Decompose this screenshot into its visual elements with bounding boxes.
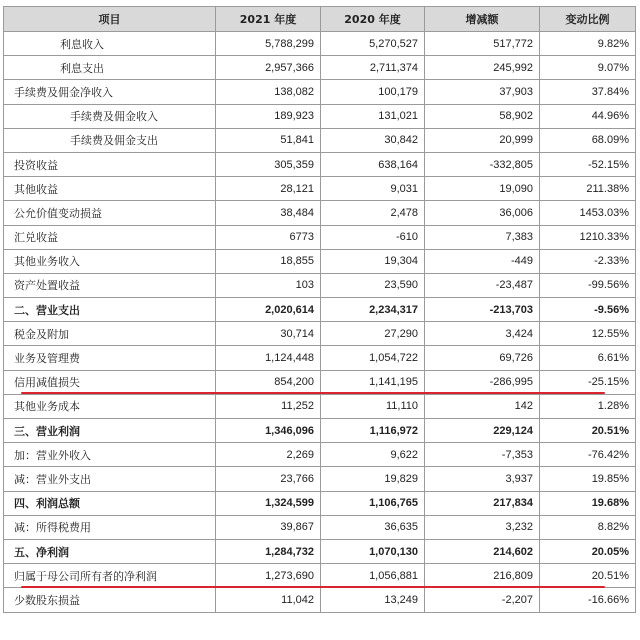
row-value-change: 214,602 bbox=[425, 539, 540, 563]
table-body bbox=[4, 32, 636, 613]
row-label: 汇兑收益 bbox=[4, 225, 216, 249]
table-row bbox=[4, 588, 636, 612]
row-value-2020: 9,622 bbox=[321, 443, 425, 467]
row-label: 信用减值损失 bbox=[4, 370, 216, 394]
row-value-ratio: -16.66% bbox=[540, 588, 636, 612]
row-value-ratio: 44.96% bbox=[540, 104, 636, 128]
row-value-2020: 19,829 bbox=[321, 467, 425, 491]
header-ratio: 变动比例 bbox=[540, 7, 636, 32]
row-value-change: 36,006 bbox=[425, 201, 540, 225]
row-value-2021: 11,252 bbox=[216, 394, 321, 418]
row-value-2020: 9,031 bbox=[321, 177, 425, 201]
row-value-change: 37,903 bbox=[425, 80, 540, 104]
row-label: 投资收益 bbox=[4, 152, 216, 176]
row-value-change: -213,703 bbox=[425, 298, 540, 322]
table-row bbox=[4, 419, 636, 443]
row-value-2020: 1,070,130 bbox=[321, 539, 425, 563]
row-label: 少数股东损益 bbox=[4, 588, 216, 612]
row-value-2020: 1,056,881 bbox=[321, 564, 425, 588]
row-value-ratio: 20.51% bbox=[540, 419, 636, 443]
row-value-2020: 27,290 bbox=[321, 322, 425, 346]
row-value-2020: 11,110 bbox=[321, 394, 425, 418]
row-value-change: -286,995 bbox=[425, 370, 540, 394]
row-label: 手续费及佣金收入 bbox=[4, 104, 216, 128]
row-label: 资产处置收益 bbox=[4, 273, 216, 297]
header-item: 项目 bbox=[4, 7, 216, 32]
row-value-2020: 638,164 bbox=[321, 152, 425, 176]
row-label: 其他业务成本 bbox=[4, 394, 216, 418]
row-value-2021: 28,121 bbox=[216, 177, 321, 201]
row-value-2020: 2,478 bbox=[321, 201, 425, 225]
row-value-2021: 11,042 bbox=[216, 588, 321, 612]
row-value-change: 216,809 bbox=[425, 564, 540, 588]
row-value-2021: 18,855 bbox=[216, 249, 321, 273]
row-value-ratio: 68.09% bbox=[540, 128, 636, 152]
row-value-ratio: 1210.33% bbox=[540, 225, 636, 249]
table-row bbox=[4, 370, 636, 394]
row-value-2021: 6773 bbox=[216, 225, 321, 249]
row-value-2021: 30,714 bbox=[216, 322, 321, 346]
row-value-2021: 1,284,732 bbox=[216, 539, 321, 563]
row-value-2021: 1,273,690 bbox=[216, 564, 321, 588]
table-row bbox=[4, 394, 636, 418]
row-value-ratio: -25.15% bbox=[540, 370, 636, 394]
table-row bbox=[4, 201, 636, 225]
table-row bbox=[4, 225, 636, 249]
table-row bbox=[4, 177, 636, 201]
row-label: 手续费及佣金净收入 bbox=[4, 80, 216, 104]
table-row bbox=[4, 32, 636, 56]
row-label: 公允价值变动损益 bbox=[4, 201, 216, 225]
row-value-2021: 2,957,366 bbox=[216, 56, 321, 80]
table-row bbox=[4, 56, 636, 80]
row-value-change: -23,487 bbox=[425, 273, 540, 297]
table-row bbox=[4, 346, 636, 370]
row-value-2021: 1,346,096 bbox=[216, 419, 321, 443]
row-value-ratio: -99.56% bbox=[540, 273, 636, 297]
row-value-change: 229,124 bbox=[425, 419, 540, 443]
row-value-2020: 5,270,527 bbox=[321, 32, 425, 56]
row-value-2021: 854,200 bbox=[216, 370, 321, 394]
row-value-change: 3,424 bbox=[425, 322, 540, 346]
income-statement-table bbox=[3, 6, 636, 613]
table-row bbox=[4, 80, 636, 104]
row-value-ratio: 9.82% bbox=[540, 32, 636, 56]
row-value-change: -7,353 bbox=[425, 443, 540, 467]
row-value-change: 517,772 bbox=[425, 32, 540, 56]
row-value-change: -332,805 bbox=[425, 152, 540, 176]
table-row bbox=[4, 298, 636, 322]
header-change: 增减额 bbox=[425, 7, 540, 32]
row-value-ratio: -76.42% bbox=[540, 443, 636, 467]
row-value-2021: 305,359 bbox=[216, 152, 321, 176]
row-value-2021: 2,020,614 bbox=[216, 298, 321, 322]
row-value-change: 245,992 bbox=[425, 56, 540, 80]
income-statement-sheet bbox=[3, 6, 635, 613]
table-row bbox=[4, 515, 636, 539]
row-value-ratio: -9.56% bbox=[540, 298, 636, 322]
row-value-ratio: 19.85% bbox=[540, 467, 636, 491]
table-row bbox=[4, 564, 636, 588]
row-value-change: 20,999 bbox=[425, 128, 540, 152]
row-value-2021: 1,124,448 bbox=[216, 346, 321, 370]
row-value-2020: -610 bbox=[321, 225, 425, 249]
header-2021: 2021 年度 bbox=[216, 7, 321, 32]
row-label: 四、利润总额 bbox=[4, 491, 216, 515]
row-value-2021: 39,867 bbox=[216, 515, 321, 539]
row-value-ratio: 20.51% bbox=[540, 564, 636, 588]
row-value-2021: 1,324,599 bbox=[216, 491, 321, 515]
table-row bbox=[4, 249, 636, 273]
row-value-2020: 131,021 bbox=[321, 104, 425, 128]
row-value-change: 142 bbox=[425, 394, 540, 418]
row-label: 归属于母公司所有者的净利润 bbox=[4, 564, 216, 588]
row-value-ratio: -52.15% bbox=[540, 152, 636, 176]
row-label: 业务及管理费 bbox=[4, 346, 216, 370]
row-value-2020: 2,711,374 bbox=[321, 56, 425, 80]
row-value-2020: 30,842 bbox=[321, 128, 425, 152]
table-row bbox=[4, 128, 636, 152]
table-row bbox=[4, 322, 636, 346]
row-value-2020: 100,179 bbox=[321, 80, 425, 104]
row-value-change: 3,232 bbox=[425, 515, 540, 539]
row-value-ratio: 1453.03% bbox=[540, 201, 636, 225]
row-label: 五、净利润 bbox=[4, 539, 216, 563]
row-value-change: 69,726 bbox=[425, 346, 540, 370]
row-value-2021: 138,082 bbox=[216, 80, 321, 104]
row-value-ratio: 9.07% bbox=[540, 56, 636, 80]
row-value-change: -2,207 bbox=[425, 588, 540, 612]
row-value-ratio: 20.05% bbox=[540, 539, 636, 563]
row-value-2021: 5,788,299 bbox=[216, 32, 321, 56]
row-value-ratio: 6.61% bbox=[540, 346, 636, 370]
row-value-2020: 19,304 bbox=[321, 249, 425, 273]
row-value-change: 7,383 bbox=[425, 225, 540, 249]
row-label: 利息收入 bbox=[4, 32, 216, 56]
row-value-2020: 1,054,722 bbox=[321, 346, 425, 370]
row-value-2020: 1,106,765 bbox=[321, 491, 425, 515]
table-row bbox=[4, 467, 636, 491]
table-header-row bbox=[4, 7, 636, 32]
row-label: 二、营业支出 bbox=[4, 298, 216, 322]
header-2020: 2020 年度 bbox=[321, 7, 425, 32]
row-label: 其他收益 bbox=[4, 177, 216, 201]
row-value-ratio: 37.84% bbox=[540, 80, 636, 104]
table-row bbox=[4, 152, 636, 176]
row-value-change: 217,834 bbox=[425, 491, 540, 515]
table-row bbox=[4, 273, 636, 297]
row-value-2020: 1,141,195 bbox=[321, 370, 425, 394]
red-underline bbox=[21, 392, 605, 394]
red-underline bbox=[21, 586, 605, 588]
row-value-2021: 51,841 bbox=[216, 128, 321, 152]
row-value-2021: 189,923 bbox=[216, 104, 321, 128]
row-value-ratio: 1.28% bbox=[540, 394, 636, 418]
row-value-2021: 103 bbox=[216, 273, 321, 297]
row-value-ratio: 8.82% bbox=[540, 515, 636, 539]
row-value-change: -449 bbox=[425, 249, 540, 273]
row-value-2021: 23,766 bbox=[216, 467, 321, 491]
row-value-2021: 38,484 bbox=[216, 201, 321, 225]
row-value-ratio: 211.38% bbox=[540, 177, 636, 201]
row-label: 三、营业利润 bbox=[4, 419, 216, 443]
row-value-2020: 1,116,972 bbox=[321, 419, 425, 443]
row-value-2021: 2,269 bbox=[216, 443, 321, 467]
row-label: 其他业务收入 bbox=[4, 249, 216, 273]
row-label: 减：营业外支出 bbox=[4, 467, 216, 491]
table-row bbox=[4, 443, 636, 467]
row-label: 税金及附加 bbox=[4, 322, 216, 346]
row-value-2020: 13,249 bbox=[321, 588, 425, 612]
row-value-change: 58,902 bbox=[425, 104, 540, 128]
row-value-2020: 36,635 bbox=[321, 515, 425, 539]
row-value-ratio: 19.68% bbox=[540, 491, 636, 515]
row-label: 手续费及佣金支出 bbox=[4, 128, 216, 152]
row-label: 加：营业外收入 bbox=[4, 443, 216, 467]
table-row bbox=[4, 104, 636, 128]
row-label: 利息支出 bbox=[4, 56, 216, 80]
row-value-2020: 23,590 bbox=[321, 273, 425, 297]
table-row bbox=[4, 539, 636, 563]
table-row bbox=[4, 491, 636, 515]
row-value-change: 3,937 bbox=[425, 467, 540, 491]
row-label: 减：所得税费用 bbox=[4, 515, 216, 539]
row-value-ratio: -2.33% bbox=[540, 249, 636, 273]
row-value-2020: 2,234,317 bbox=[321, 298, 425, 322]
row-value-change: 19,090 bbox=[425, 177, 540, 201]
row-value-ratio: 12.55% bbox=[540, 322, 636, 346]
